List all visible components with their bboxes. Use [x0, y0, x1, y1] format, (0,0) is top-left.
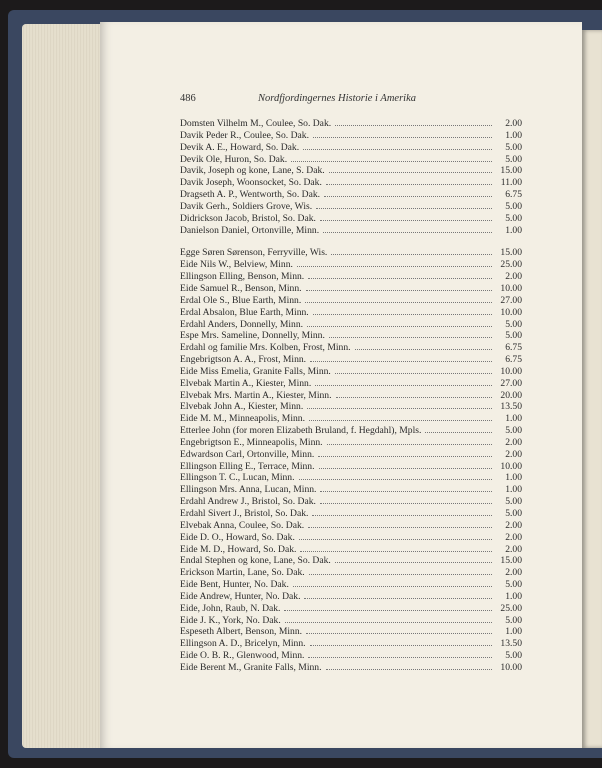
list-item	[180, 213, 522, 225]
donor-name: Eide Bent, Hunter, No. Dak.	[180, 579, 289, 591]
dot-leader	[335, 555, 492, 563]
donation-amount: 27.00	[500, 377, 522, 389]
donor-name: Eide Berent M., Granite Falls, Minn.	[180, 661, 322, 673]
donor-name: Elvebak Anna, Coulee, So. Dak.	[180, 519, 305, 531]
donation-amount: 5.00	[505, 579, 522, 591]
list-item	[180, 544, 522, 556]
list-item	[180, 413, 522, 425]
donor-name: Edwardson Carl, Ortonville, Minn.	[180, 448, 315, 460]
donation-amount: 6.75	[505, 354, 522, 366]
dot-leader	[307, 401, 492, 409]
list-item	[180, 437, 522, 449]
donation-amount: 15.00	[500, 555, 522, 567]
dot-leader	[310, 638, 492, 646]
donation-amount: 6.75	[505, 189, 522, 201]
dot-leader	[291, 154, 492, 162]
donor-name: Erdal Absalon, Blue Earth, Minn.	[180, 306, 309, 318]
donor-name: Etterlee John (for moren Elizabeth Bruland, f. Hegdahl), Mpls.	[180, 425, 422, 437]
donation-amount: 5.00	[505, 614, 522, 626]
page-edges	[22, 24, 108, 748]
dot-leader	[300, 544, 492, 552]
donation-amount: 10.00	[500, 282, 522, 294]
list-item	[180, 615, 522, 627]
donor-name: Endal Stephen og kone, Lane, So. Dak.	[180, 555, 331, 567]
donation-amount: 2.00	[505, 531, 522, 543]
dot-leader	[320, 213, 492, 221]
donor-name: Devik A. E., Howard, So. Dak.	[180, 141, 300, 153]
donation-amount: 2.00	[505, 118, 522, 129]
list-item	[180, 247, 522, 259]
donor-name: Davik Peder R., Coulee, So. Dak.	[180, 129, 309, 141]
donation-amount: 1.00	[505, 129, 522, 141]
list-item	[180, 225, 522, 237]
dot-leader	[323, 225, 492, 233]
donor-name: Engebrigtson E., Minneapolis, Minn.	[180, 436, 323, 448]
donor-name: Elvebak Martin A., Kiester, Minn.	[180, 377, 312, 389]
list-item	[180, 520, 522, 532]
dot-leader	[425, 425, 492, 433]
dot-leader	[312, 508, 492, 516]
dot-leader	[313, 130, 492, 138]
donor-name: Erdahl Anders, Donnelly, Minn.	[180, 318, 304, 330]
dot-leader	[308, 520, 492, 528]
donation-amount: 20.00	[500, 389, 522, 401]
dot-leader	[320, 484, 492, 492]
donor-name: Ellingson A. D., Bricelyn, Minn.	[180, 638, 306, 650]
donation-amount: 10.00	[500, 306, 522, 318]
donor-name: Ellingson T. C., Lucan, Minn.	[180, 472, 295, 484]
donor-name: Eide O. B. R., Glenwood, Minn.	[180, 650, 305, 662]
donation-amount: 10.00	[500, 661, 522, 673]
donor-name: Egge Søren Sørenson, Ferryville, Wis.	[180, 247, 328, 259]
donor-name: Eide J. K., York, No. Dak.	[180, 614, 281, 626]
list-item	[180, 130, 522, 142]
list-item	[180, 472, 522, 484]
donation-amount: 5.00	[505, 200, 522, 212]
dot-leader	[336, 390, 493, 398]
donor-name: Eide Samuel R., Benson, Minn.	[180, 282, 302, 294]
donor-name: Devik Ole, Huron, So. Dak.	[180, 153, 288, 165]
list-item	[180, 650, 522, 662]
list-item	[180, 366, 522, 378]
donor-name: Eide, John, Raub, N. Dak.	[180, 602, 281, 614]
dot-leader	[319, 461, 492, 469]
list-item	[180, 484, 522, 496]
donor-name: Eide Nils W., Belview, Minn.	[180, 259, 293, 271]
donor-name: Eide D. O., Howard, So. Dak.	[180, 531, 295, 543]
dot-leader	[309, 567, 492, 575]
dot-leader	[307, 319, 492, 327]
dot-leader	[299, 532, 492, 540]
dot-leader	[327, 437, 492, 445]
donor-name: Davik Joseph, Woonsocket, So. Dak.	[180, 177, 322, 189]
donation-amount: 5.00	[505, 650, 522, 662]
page-header	[180, 93, 520, 107]
dot-leader	[306, 283, 492, 291]
dot-leader	[308, 271, 492, 279]
list-item	[180, 449, 522, 461]
donation-amount: 5.00	[505, 153, 522, 165]
dot-leader	[303, 142, 492, 150]
list-item	[180, 307, 522, 319]
donor-name: Eide Andrew, Hunter, No. Dak.	[180, 590, 301, 602]
donation-amount: 2.00	[505, 436, 522, 448]
facing-page-edge	[582, 30, 602, 748]
donor-name: Eide M. M., Minneapolis, Minn.	[180, 413, 305, 425]
donation-amount: 10.00	[500, 460, 522, 472]
donor-name: Elvebak Mrs. Martin A., Kiester, Minn.	[180, 389, 332, 401]
list-item	[180, 626, 522, 638]
list-item	[180, 354, 522, 366]
list-item	[180, 567, 522, 579]
dot-leader	[320, 496, 492, 504]
donor-name: Ellingson Elling, Benson, Minn.	[180, 271, 305, 283]
donation-amount: 15.00	[500, 165, 522, 177]
list-item	[180, 342, 522, 354]
list-item	[180, 271, 522, 283]
donor-name: Eide Miss Emelia, Granite Falls, Minn.	[180, 365, 331, 377]
dot-leader	[304, 591, 492, 599]
list-item	[180, 579, 522, 591]
list-item	[180, 201, 522, 213]
running-title: Nordfjordingernes Historie i Amerika	[258, 93, 416, 104]
list-item	[180, 401, 522, 413]
donor-name: Erdahl og familie Mrs. Kolben, Frost, Minn.	[180, 342, 351, 354]
donation-amount: 1.00	[505, 590, 522, 602]
donation-amount: 5.00	[505, 318, 522, 330]
list-item	[180, 461, 522, 473]
donation-amount: 1.00	[505, 413, 522, 425]
donor-name: Erickson Martin, Lane, So. Dak.	[180, 567, 305, 579]
dot-leader	[324, 189, 492, 197]
list-item	[180, 591, 522, 603]
dot-leader	[326, 662, 493, 670]
list-item	[180, 532, 522, 544]
list-item	[180, 189, 522, 201]
list-item	[180, 425, 522, 437]
donation-amount: 10.00	[500, 365, 522, 377]
donor-name: Davik, Joseph og kone, Lane, S. Dak.	[180, 165, 325, 177]
donation-amount: 2.00	[505, 448, 522, 460]
donation-amount: 2.00	[505, 567, 522, 579]
page-number: 486	[180, 93, 196, 104]
list-item	[180, 496, 522, 508]
dot-leader	[331, 247, 492, 255]
donor-name: Dragseth A. P., Wentworth, So. Dak.	[180, 189, 321, 201]
donor-name: Didrickson Jacob, Bristol, So. Dak.	[180, 212, 316, 224]
donor-name: Davik Gerh., Soldiers Grove, Wis.	[180, 200, 313, 212]
donation-amount: 5.00	[505, 508, 522, 519]
donation-amount: 15.00	[500, 247, 522, 259]
donor-list	[180, 118, 522, 674]
donation-amount: 27.00	[500, 294, 522, 306]
dot-leader	[309, 413, 492, 421]
donor-name: Espeseth Albert, Benson, Minn.	[180, 626, 303, 638]
dot-leader	[306, 626, 492, 634]
list-item	[180, 142, 522, 154]
list-item	[180, 390, 522, 402]
dot-leader	[313, 307, 492, 315]
donor-name: Erdahl Sivert J., Bristol, So. Dak.	[180, 508, 309, 519]
donation-amount: 13.50	[500, 638, 522, 650]
dot-leader	[293, 579, 492, 587]
donation-amount: 6.75	[505, 342, 522, 354]
donation-amount: 1.00	[505, 484, 522, 496]
list-item	[180, 319, 522, 331]
list-item	[180, 295, 522, 307]
donation-amount: 2.00	[505, 519, 522, 531]
donation-amount: 2.00	[505, 543, 522, 555]
donation-amount: 11.00	[500, 177, 522, 189]
donation-amount: 25.00	[500, 602, 522, 614]
list-item	[180, 638, 522, 650]
list-item	[180, 165, 522, 177]
list-item	[180, 555, 522, 567]
donation-amount: 5.00	[505, 212, 522, 224]
donation-amount: 13.50	[500, 401, 522, 413]
dot-leader	[315, 378, 492, 386]
donor-name: Engebrigtson A. A., Frost, Minn.	[180, 354, 307, 366]
donor-name: Eide M. D., Howard, So. Dak.	[180, 543, 297, 555]
dot-leader	[285, 615, 492, 623]
dot-leader	[335, 366, 492, 374]
list-item	[180, 118, 522, 130]
list-item	[180, 662, 522, 674]
dot-leader	[326, 177, 492, 185]
list-item	[180, 330, 522, 342]
donor-name: Ellingson Elling E., Terrace, Minn.	[180, 460, 315, 472]
list-item	[180, 378, 522, 390]
donation-amount: 1.00	[505, 224, 522, 236]
dot-leader	[297, 259, 492, 267]
dot-leader	[335, 118, 492, 126]
donor-name: Erdahl Andrew J., Bristol, So. Dak.	[180, 496, 316, 508]
donation-amount: 1.00	[505, 626, 522, 638]
list-item	[180, 259, 522, 271]
dot-leader	[329, 165, 492, 173]
dot-leader	[329, 330, 492, 338]
dot-leader	[284, 603, 492, 611]
donation-amount: 2.00	[505, 271, 522, 283]
donation-amount: 5.00	[505, 330, 522, 342]
donation-amount: 25.00	[500, 259, 522, 271]
list-item	[180, 154, 522, 166]
dot-leader	[310, 354, 492, 362]
list-item	[180, 177, 522, 189]
dot-leader	[355, 342, 492, 350]
dot-leader	[308, 650, 492, 658]
donation-amount: 1.00	[505, 472, 522, 484]
donor-name: Ellingson Mrs. Anna, Lucan, Minn.	[180, 484, 317, 496]
dot-leader	[305, 295, 492, 303]
dot-leader	[299, 472, 493, 480]
donation-amount: 5.00	[505, 141, 522, 153]
donor-name: Danielson Daniel, Ortonville, Minn.	[180, 224, 320, 236]
list-item	[180, 603, 522, 615]
dot-leader	[318, 449, 492, 457]
donation-amount: 5.00	[505, 496, 522, 508]
donor-name: Erdal Ole S., Blue Earth, Minn.	[180, 294, 302, 306]
donor-name: Espe Mrs. Sameline, Donnelly, Minn.	[180, 330, 325, 342]
donor-name: Elvebak John A., Kiester, Minn.	[180, 401, 304, 413]
donation-amount: 5.00	[505, 425, 522, 437]
list-item	[180, 508, 522, 520]
dot-leader	[316, 201, 492, 209]
list-item	[180, 283, 522, 295]
donor-name: Domsten Vilhelm M., Coulee, So. Dak.	[180, 118, 332, 129]
